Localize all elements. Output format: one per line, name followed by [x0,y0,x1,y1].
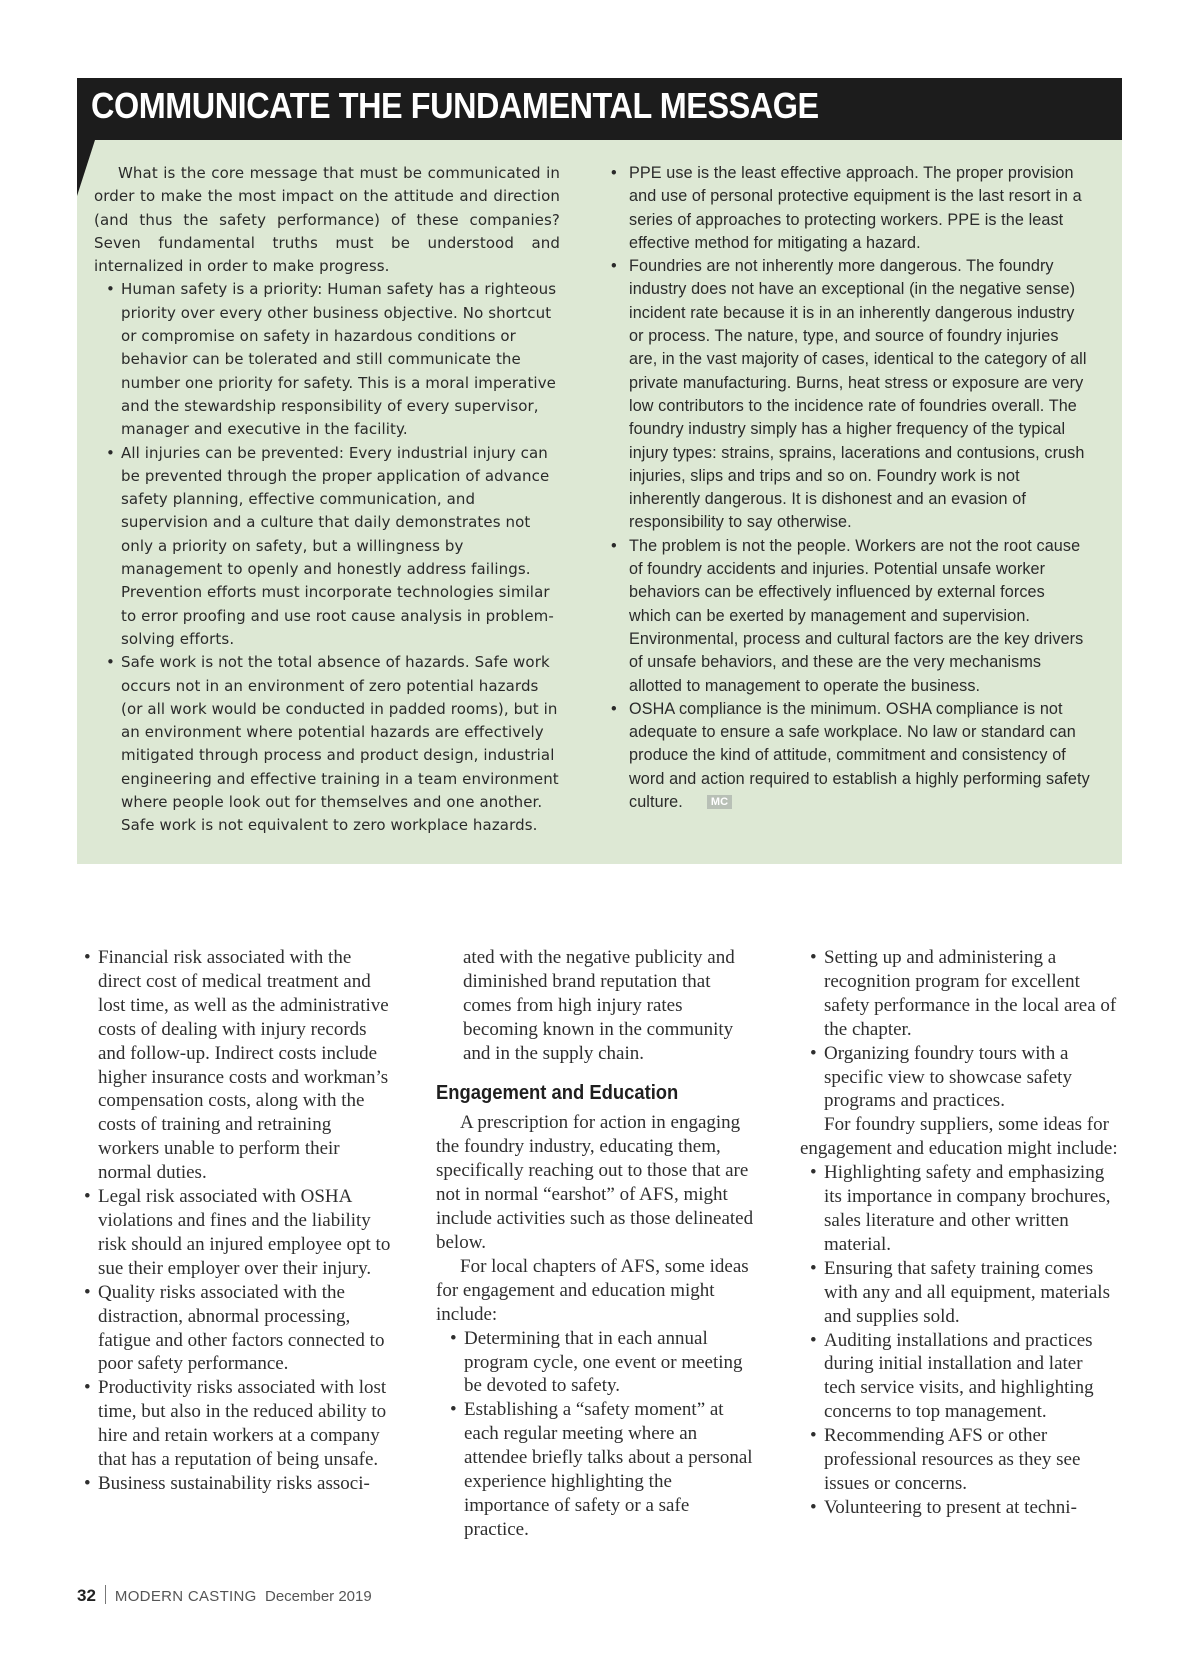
list-item: • Human safety is a priority: Human safety has a righteous priority over every other business objective. No shortcut or compromise on safety in hazardous conditions or behavior can be tolerated and still communicate the number one priority for safety. This is a moral imperative and the stewardship responsibility of every supervisor, manager and executive in the facility. [94,278,560,441]
list-item: • Volunteering to present at techni- [810,1496,1118,1520]
sidebar-box [77,78,1122,864]
header-tab-decoration [77,140,95,196]
paragraph: For foundry suppliers, some ideas for engagement and education might include: [800,1114,1118,1160]
list-item-text: OSHA compliance is the minimum. OSHA compliance is not adequate to ensure a safe workplace. No law or standard can produce the kind of attitude, commitment and consistency of word and action required to establish a highly performing safety culture. [629,699,1090,812]
supplier-ideas-bullets [800,1161,1118,1520]
chapter-ideas-bullets [436,1327,758,1542]
section-heading: Engagement and Education [436,1081,679,1104]
paragraph: A prescription for action in engaging the foundry industry, educating them, specifically reaching out to those that are not in normal “earshot” of AFS, might include activities such as those delineated below. [436,1112,754,1253]
page-footer [77,1585,372,1606]
list-item: • Productivity risks associated with lost time, but also in the reduced ability to hire and retain workers at a company that has a reputation of being unsafe. [84,1376,396,1472]
sidebar-left-bullets [94,278,560,837]
sidebar-right-column [611,162,1091,814]
sidebar-intro: What is the core message that must be communicated in order to make the most impact on the attitude and direction (and thus the safety performance) of these companies? Seven fundamental truths must be understood and internalized in order to make progress. [94,164,560,276]
sidebar-title: COMMUNICATE THE FUNDAMENTAL MESSAGE [91,85,819,126]
sidebar-right-bullets [611,162,1091,814]
risk-bullets [84,946,396,1496]
list-item: • Financial risk associated with the direct cost of medical treatment and lost time, as well as the administrative costs of dealing with injury records and follow-up. Indirect costs include higher insurance costs and workman’s compensation costs, along with the costs of training and retraining workers unable to perform their normal duties. [84,946,396,1185]
list-item: • Ensuring that safety training comes with any and all equipment, materials and supplies sold. [810,1257,1118,1329]
article-column-2 [436,946,758,1542]
list-item: • Business sustainability risks associ- [84,1472,396,1496]
list-item: • Legal risk associated with OSHA violations and fines and the liability risk should an injured employee opt to sue their employer over their injury. [84,1185,396,1281]
sidebar-header [77,78,1122,140]
paragraph: For local chapters of AFS, some ideas for engagement and education might include: [436,1255,749,1325]
list-item: • PPE use is the least effective approach. The proper provision and use of personal protective equipment is the last resort in a series of approaches to protecting workers. PPE is the least effective method for mitigating a hazard. [611,162,1091,255]
sidebar-left-column [94,162,560,838]
list-item: • Establishing a “safety moment” at each regular meeting where an attendee briefly talks about a personal experience highlighting the importance of safety or a safe practice. [450,1398,758,1541]
list-item: • Highlighting safety and emphasizing its importance in company brochures, sales literature and other written material. [810,1161,1118,1257]
list-item: • The problem is not the people. Workers are not the root cause of foundry accidents and injuries. Potential unsafe worker behaviors can be effectively influenced by external forces which can be exerted by management and supervision. Environmental, process and cultural factors are the key drivers of unsafe behaviors, and these are the very mechanisms allotted to management to operate the business. [611,535,1091,698]
mc-logo-mark: MC [707,795,732,809]
list-item: • Determining that in each annual program cycle, one event or meeting be devoted to safety. [450,1327,758,1399]
bullet-continuation: ated with the negative publicity and diminished brand reputation that comes from high injury rates becoming known in the community and in the supply chain. [463,947,735,1064]
list-item: • Quality risks associated with the distraction, abnormal processing, fatigue and other factors connected to poor safety performance. [84,1281,396,1377]
list-item [611,698,1091,814]
article-column-1 [84,946,396,1496]
publication-name: MODERN CASTING [114,1588,257,1605]
article-column-3 [800,946,1118,1520]
list-item: • Auditing installations and practices during initial installation and later tech service visits, and highlighting concerns to top management. [810,1329,1118,1425]
footer-divider [105,1585,106,1604]
chapter-ideas-bullets-continued [800,946,1118,1113]
list-item: • Organizing foundry tours with a specific view to showcase safety programs and practices. [810,1042,1118,1114]
page-number: 32 [77,1586,96,1605]
list-item: • Setting up and administering a recognition program for excellent safety performance in the local area of the chapter. [810,946,1118,1042]
issue-date: December 2019 [264,1588,372,1605]
list-item: • Safe work is not the total absence of hazards. Safe work occurs not in an environment of zero potential hazards (or all work would be conducted in padded rooms), but in an environment where potential hazards are effectively mitigated through process and product design, industrial engineering and effective training in a team environment where people look out for themselves and one another. Safe work is not equivalent to zero workplace hazards. [94,651,560,837]
list-item: • Foundries are not inherently more dangerous. The foundry industry does not have an exceptional (in the negative sense) incident rate because it is in an inherently dangerous industry or process. The nature, type, and source of foundry injuries are, in the vast majority of cases, identical to the category of all private manufacturing. Burns, heat stress or exposure are very low contributors to the incidence rate of foundries overall. The foundry industry simply has a higher frequency of the typical injury types: strains, sprains, lacerations and contusions, crush injuries, slips and trips and so on. Foundry work is not inherently dangerous. It is dishonest and an evasion of responsibility to say otherwise. [611,255,1091,535]
list-item: • All injuries can be prevented: Every industrial injury can be prevented through the proper application of advance safety planning, effective communication, and supervision and a culture that daily demonstrates not only a priority on safety, but a willingness by management to openly and honestly address failings. Prevention efforts must incorporate technologies similar to error proofing and use root cause analysis in problem-solving efforts. [94,442,560,652]
list-item: • Recommending AFS or other professional resources as they see issues or concerns. [810,1424,1118,1496]
